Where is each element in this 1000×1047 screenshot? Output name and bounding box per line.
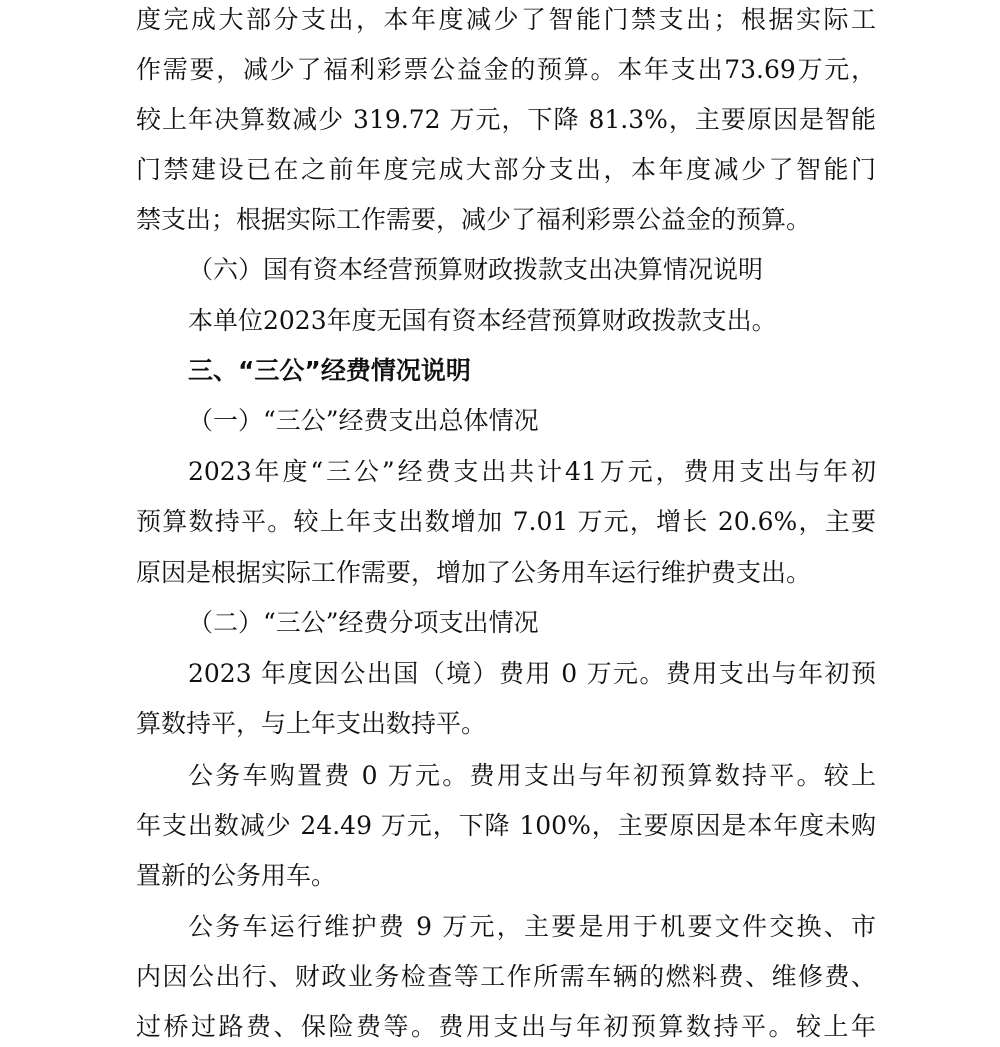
- paragraph-line: 较上年决算数减少 319.72 万元，下降 81.3%，主要原因是智能: [136, 105, 876, 134]
- paragraph-line: 置新的公务用车。: [136, 861, 337, 890]
- paragraph-line: 预算数持平。较上年支出数增加 7.01 万元，增长 20.6%，主要: [136, 507, 876, 536]
- paragraph-line: 2023年度“三公”经费支出共计41万元，费用支出与年初: [188, 457, 876, 486]
- paragraph-line: 2023 年度因公出国（境）费用 0 万元。费用支出与年初预: [188, 659, 876, 688]
- paragraph-line: 门禁建设已在之前年度完成大部分支出，本年度减少了智能门: [136, 155, 876, 184]
- section-subheading: （一）“三公”经费支出总体情况: [188, 406, 539, 435]
- section-subheading: （六）国有资本经营预算财政拨款支出决算情况说明: [188, 255, 764, 284]
- section-heading: 三、“三公”经费情况说明: [188, 356, 471, 385]
- paragraph-line: 内因公出行、财政业务检查等工作所需车辆的燃料费、维修费、: [136, 962, 876, 991]
- paragraph-line: 度完成大部分支出，本年度减少了智能门禁支出；根据实际工: [136, 5, 876, 34]
- paragraph-line: 算数持平，与上年支出数持平。: [136, 709, 487, 738]
- paragraph-line: 本单位2023年度无国有资本经营预算财政拨款支出。: [188, 306, 777, 335]
- paragraph-line: 公务车购置费 0 万元。费用支出与年初预算数持平。较上: [188, 761, 876, 790]
- paragraph-line: 作需要，减少了福利彩票公益金的预算。本年支出73.69万元，: [136, 55, 876, 84]
- paragraph-line: 年支出数减少 24.49 万元，下降 100%，主要原因是本年度未购: [136, 811, 876, 840]
- paragraph-line: 过桥过路费、保险费等。费用支出与年初预算数持平。较上年: [136, 1012, 876, 1041]
- paragraph-line: 公务车运行维护费 9 万元，主要是用于机要文件交换、市: [188, 912, 876, 941]
- paragraph-line: 禁支出；根据实际工作需要，减少了福利彩票公益金的预算。: [136, 205, 812, 234]
- section-subheading: （二）“三公”经费分项支出情况: [188, 608, 539, 637]
- paragraph-line: 原因是根据实际工作需要，增加了公务用车运行维护费支出。: [136, 558, 812, 587]
